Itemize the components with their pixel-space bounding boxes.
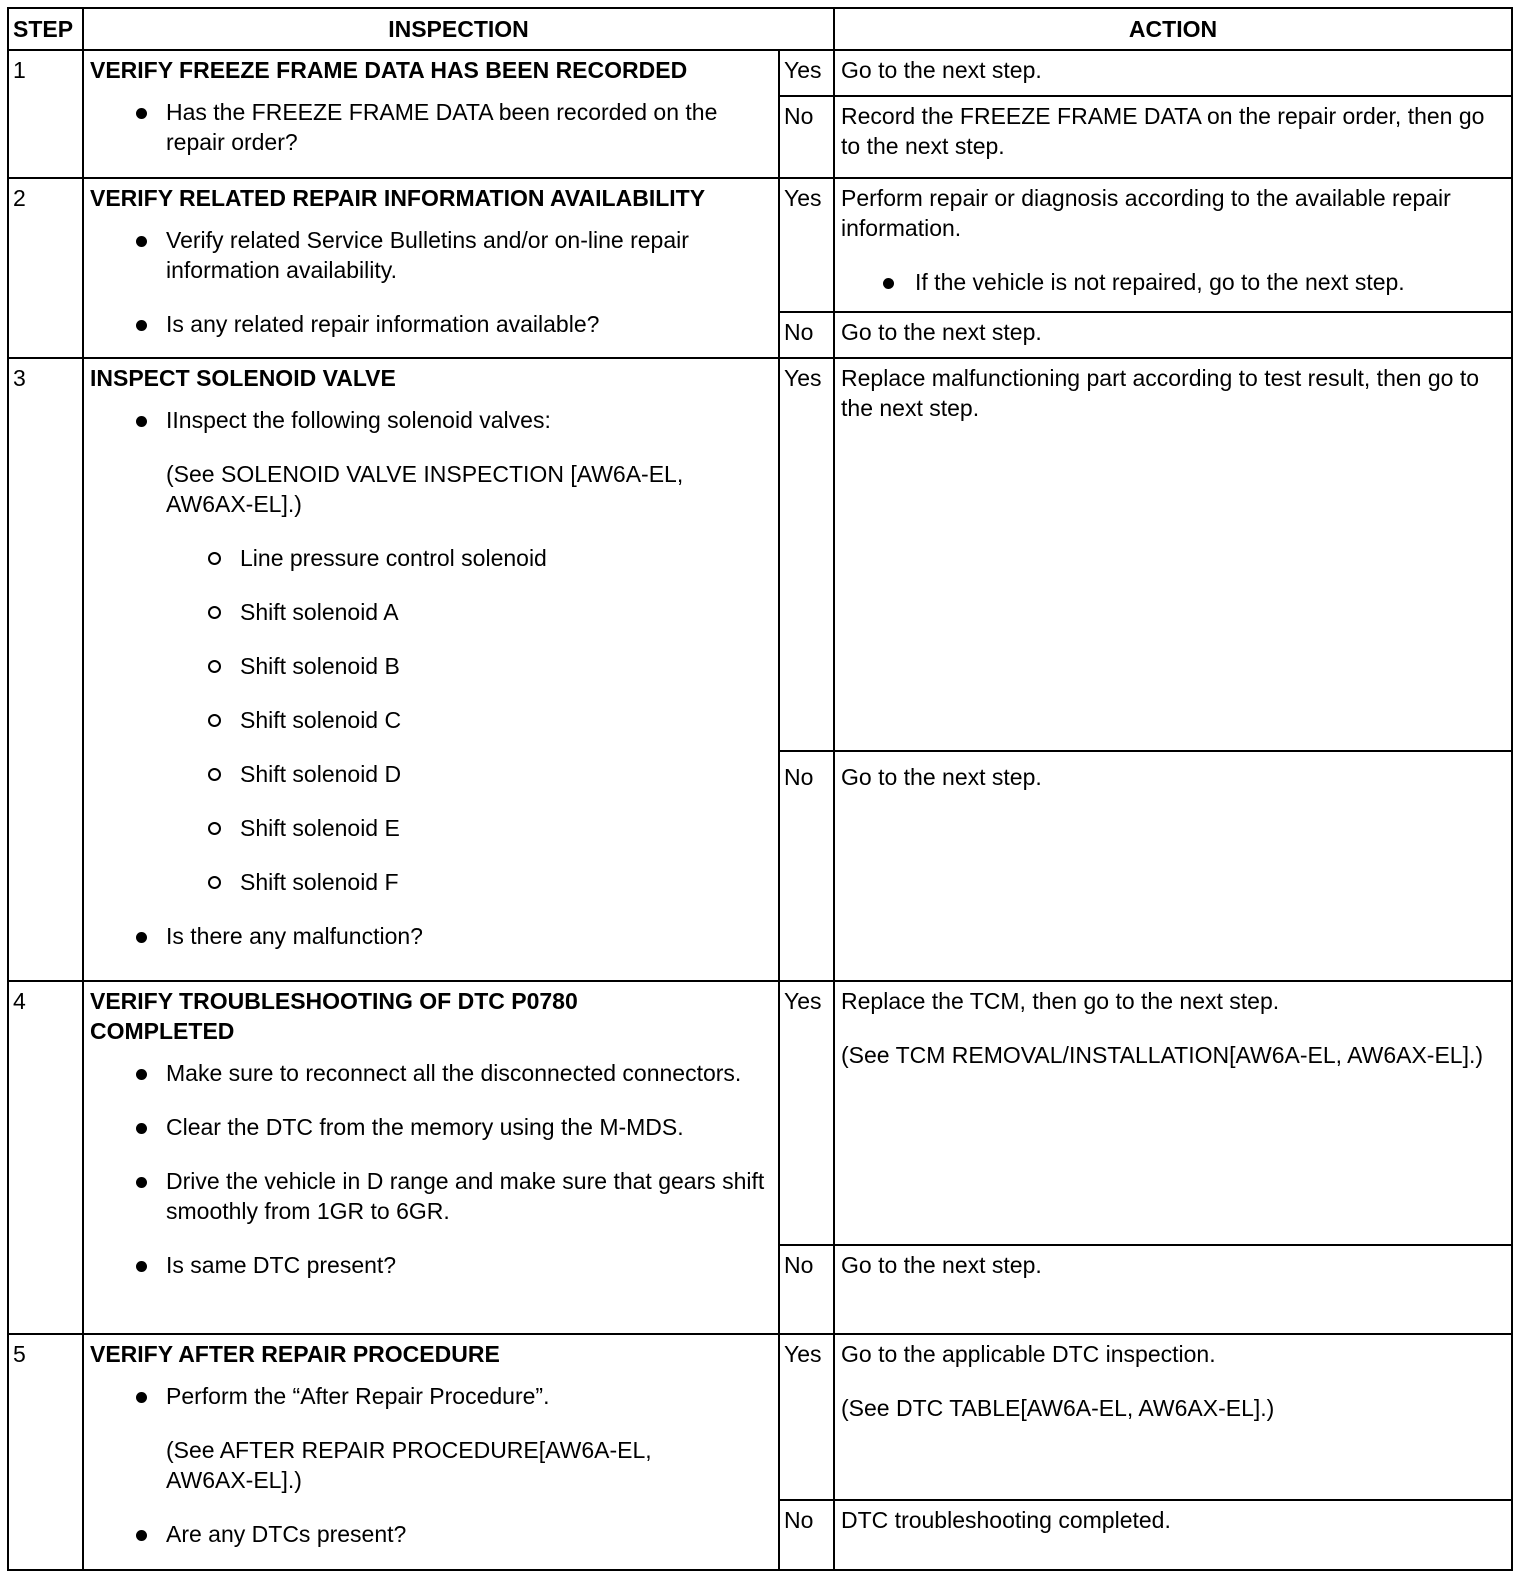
inspection-cell — [83, 50, 779, 178]
inspection-cell — [83, 178, 779, 358]
action-column-header: ACTION — [834, 8, 1512, 50]
inspection-cell — [83, 981, 779, 1334]
header-row — [8, 8, 1512, 50]
step-title: INSPECT SOLENOID VALVE — [90, 364, 396, 391]
step-number: 4 — [8, 981, 83, 1334]
inspection-bullet: Has the FREEZE FRAME DATA been recorded on the repair order? — [90, 97, 772, 157]
inspection-bullet: Is any related repair information available? — [90, 309, 772, 339]
solenoid-item: Shift solenoid E — [90, 813, 772, 843]
yes-action — [834, 1334, 1512, 1500]
no-action — [834, 751, 1512, 981]
action-text: Go to the next step. — [841, 318, 1042, 345]
no-label: No — [779, 312, 834, 358]
reference-note: (See AFTER REPAIR PROCEDURE[AW6A-EL, AW6AX-EL].) — [166, 1436, 652, 1493]
inspection-cell — [83, 1334, 779, 1570]
yes-label: Yes — [779, 358, 834, 751]
step-4-yes-row — [8, 981, 1512, 1245]
solenoid-item: Shift solenoid F — [90, 867, 772, 897]
reference-note: (See TCM REMOVAL/INSTALLATION[AW6A-EL, AW6AX-EL].) — [841, 1041, 1484, 1068]
step-3-yes-row — [8, 358, 1512, 751]
reference-note: (See SOLENOID VALVE INSPECTION [AW6A-EL, AW6AX-EL].) — [166, 460, 684, 517]
inspection-bullet: Is there any malfunction? — [90, 921, 772, 951]
yes-label: Yes — [779, 1334, 834, 1500]
no-label: No — [779, 751, 834, 981]
yes-action — [834, 981, 1512, 1245]
action-text: Perform repair or diagnosis according to the available repair information. — [841, 184, 1451, 241]
yes-label: Yes — [779, 981, 834, 1245]
step-number: 2 — [8, 178, 83, 358]
solenoid-item: Line pressure control solenoid — [90, 543, 772, 573]
action-bullet: If the vehicle is not repaired, go to the next step. — [841, 267, 1505, 297]
yes-label: Yes — [779, 178, 834, 312]
step-title: VERIFY RELATED REPAIR INFORMATION AVAILABILITY — [90, 184, 706, 211]
step-5-yes-row — [8, 1334, 1512, 1500]
no-action — [834, 312, 1512, 358]
inspection-bullet: Are any DTCs present? — [90, 1519, 772, 1549]
yes-action — [834, 50, 1512, 96]
inspection-cell — [83, 358, 779, 981]
no-action — [834, 1500, 1512, 1570]
step-1-yes-row — [8, 50, 1512, 96]
action-text: Replace the TCM, then go to the next step. — [841, 987, 1280, 1014]
no-label: No — [779, 1500, 834, 1570]
step-2-yes-row — [8, 178, 1512, 312]
yes-action — [834, 358, 1512, 751]
action-text: Go to the next step. — [841, 57, 1042, 84]
reference-note: (See DTC TABLE[AW6A-EL, AW6AX-EL].) — [841, 1394, 1275, 1421]
step-column-header: STEP — [8, 8, 83, 50]
action-text: Record the FREEZE FRAME DATA on the repair order, then go to the next step. — [841, 103, 1485, 160]
action-text: Go to the applicable DTC inspection. — [841, 1340, 1216, 1367]
inspection-bullet: Is same DTC present? — [90, 1250, 772, 1280]
step-number: 3 — [8, 358, 83, 981]
action-text: DTC troubleshooting completed. — [841, 1506, 1171, 1533]
yes-action — [834, 178, 1512, 312]
step-title: VERIFY AFTER REPAIR PROCEDURE — [90, 1340, 500, 1367]
inspection-bullet: Perform the “After Repair Procedure”. — [90, 1381, 772, 1411]
solenoid-item: Shift solenoid B — [90, 651, 772, 681]
solenoid-item: Shift solenoid C — [90, 705, 772, 735]
action-text: Go to the next step. — [841, 1252, 1042, 1279]
no-label: No — [779, 1245, 834, 1333]
diagnostic-table — [7, 7, 1513, 1571]
solenoid-item: Shift solenoid A — [90, 597, 772, 627]
inspection-column-header: INSPECTION — [83, 8, 834, 50]
yes-label: Yes — [779, 50, 834, 96]
solenoid-item: Shift solenoid D — [90, 759, 772, 789]
inspection-bullet: Drive the vehicle in D range and make sure that gears shift smoothly from 1GR to 6GR. — [90, 1166, 772, 1226]
action-text: Go to the next step. — [841, 763, 1042, 790]
inspection-bullet: Make sure to reconnect all the disconnected connectors. — [90, 1058, 772, 1088]
action-text: Replace malfunctioning part according to test result, then go to the next step. — [841, 364, 1479, 421]
step-number: 1 — [8, 50, 83, 178]
inspection-bullet: IInspect the following solenoid valves: — [90, 405, 772, 435]
no-action — [834, 1245, 1512, 1333]
no-label: No — [779, 96, 834, 177]
inspection-bullet: Clear the DTC from the memory using the M-MDS. — [90, 1112, 772, 1142]
diagnostic-procedure-document — [7, 7, 1511, 1571]
step-number: 5 — [8, 1334, 83, 1570]
step-title: VERIFY FREEZE FRAME DATA HAS BEEN RECORDED — [90, 57, 688, 84]
step-title: VERIFY TROUBLESHOOTING OF DTC P0780 COMPLETED — [90, 987, 578, 1044]
inspection-bullet: Verify related Service Bulletins and/or on-line repair information availability. — [90, 225, 772, 285]
no-action — [834, 96, 1512, 177]
